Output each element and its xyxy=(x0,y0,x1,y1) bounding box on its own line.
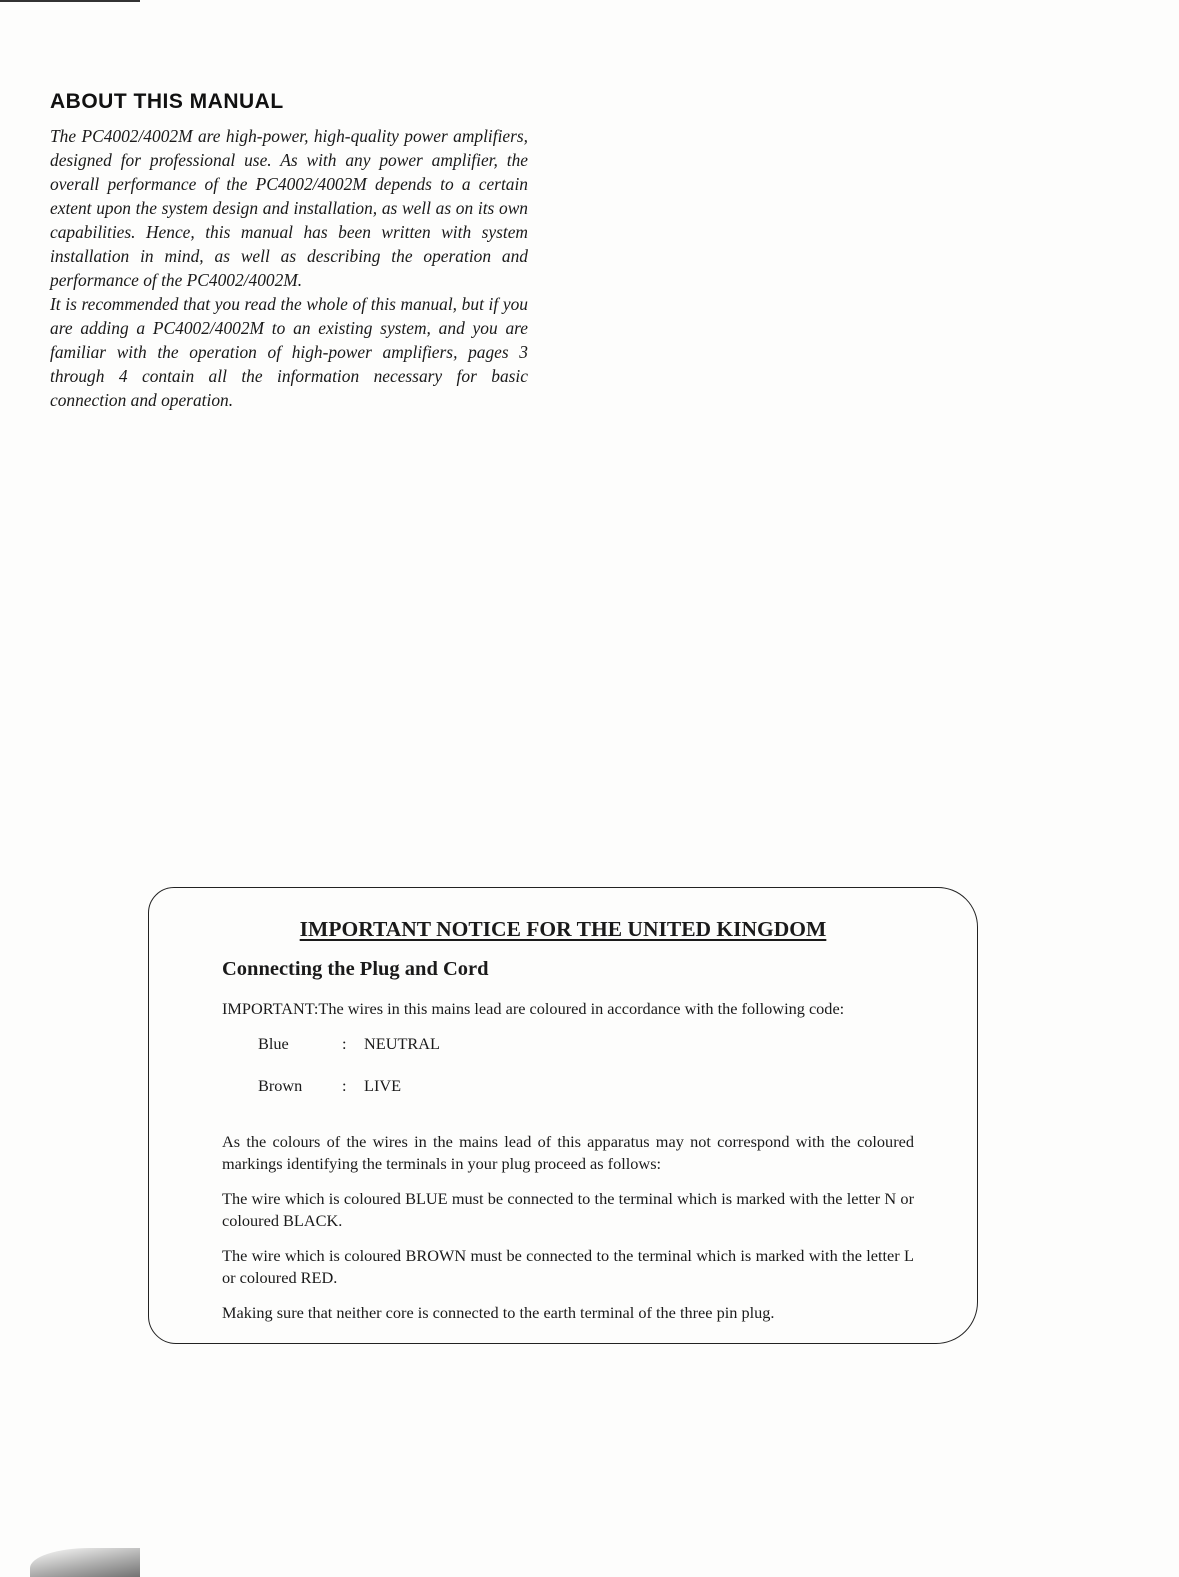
notice-content xyxy=(222,956,914,1337)
about-section xyxy=(50,90,528,412)
uk-notice-box xyxy=(148,887,978,1344)
notice-brown-paragraph: The wire which is coloured BROWN must be connected to the terminal which is marked with the letter L or coloured RED. xyxy=(222,1246,914,1287)
notice-earth-paragraph: Making sure that neither core is connected to the earth terminal of the three pin plug. xyxy=(222,1303,775,1322)
scan-corner-smudge xyxy=(30,1548,140,1577)
about-heading: ABOUT THIS MANUAL xyxy=(50,90,284,113)
wire-code-table xyxy=(258,1033,440,1117)
notice-subtitle: Connecting the Plug and Cord xyxy=(222,958,489,980)
wire-separator: : xyxy=(342,1076,347,1095)
wire-code-row xyxy=(258,1033,440,1075)
notice-intro: IMPORTANT:The wires in this mains lead are coloured in accordance with the following code: xyxy=(222,999,845,1018)
wire-colour: Blue xyxy=(258,1034,289,1053)
about-paragraph-2: It is recommended that you read the whole of this manual, but if you are adding a PC4002/4002M to an existing system, and you are familiar with the operation of high-power amplifiers, pages 3 through 4 contain all the information necessary for basic connection and operation. xyxy=(50,294,528,410)
notice-blue-paragraph: The wire which is coloured BLUE must be connected to the terminal which is marked with the letter N or coloured BLACK. xyxy=(222,1189,914,1230)
wire-code-row xyxy=(258,1075,440,1117)
wire-colour: Brown xyxy=(258,1076,303,1095)
top-rule xyxy=(0,0,140,2)
wire-separator: : xyxy=(342,1034,347,1053)
notice-title: IMPORTANT NOTICE FOR THE UNITED KINGDOM xyxy=(299,917,827,941)
notice-colours-paragraph: As the colours of the wires in the mains lead of this apparatus may not correspond with the coloured markings identifying the terminals in your plug proceed as follows: xyxy=(222,1132,914,1173)
about-paragraph-1: The PC4002/4002M are high-power, high-quality power amplifiers, designed for professional use. As with any power amplifier, the overall performance of the PC4002/4002M depends to a certain extent upon the system design and installation, as well as on its own capabilities. Hence, this manual has been written with system installation in mind, as well as describing the operation and performance of the PC4002/4002M. xyxy=(50,126,528,290)
wire-meaning: NEUTRAL xyxy=(364,1034,440,1053)
wire-meaning: LIVE xyxy=(364,1076,402,1095)
